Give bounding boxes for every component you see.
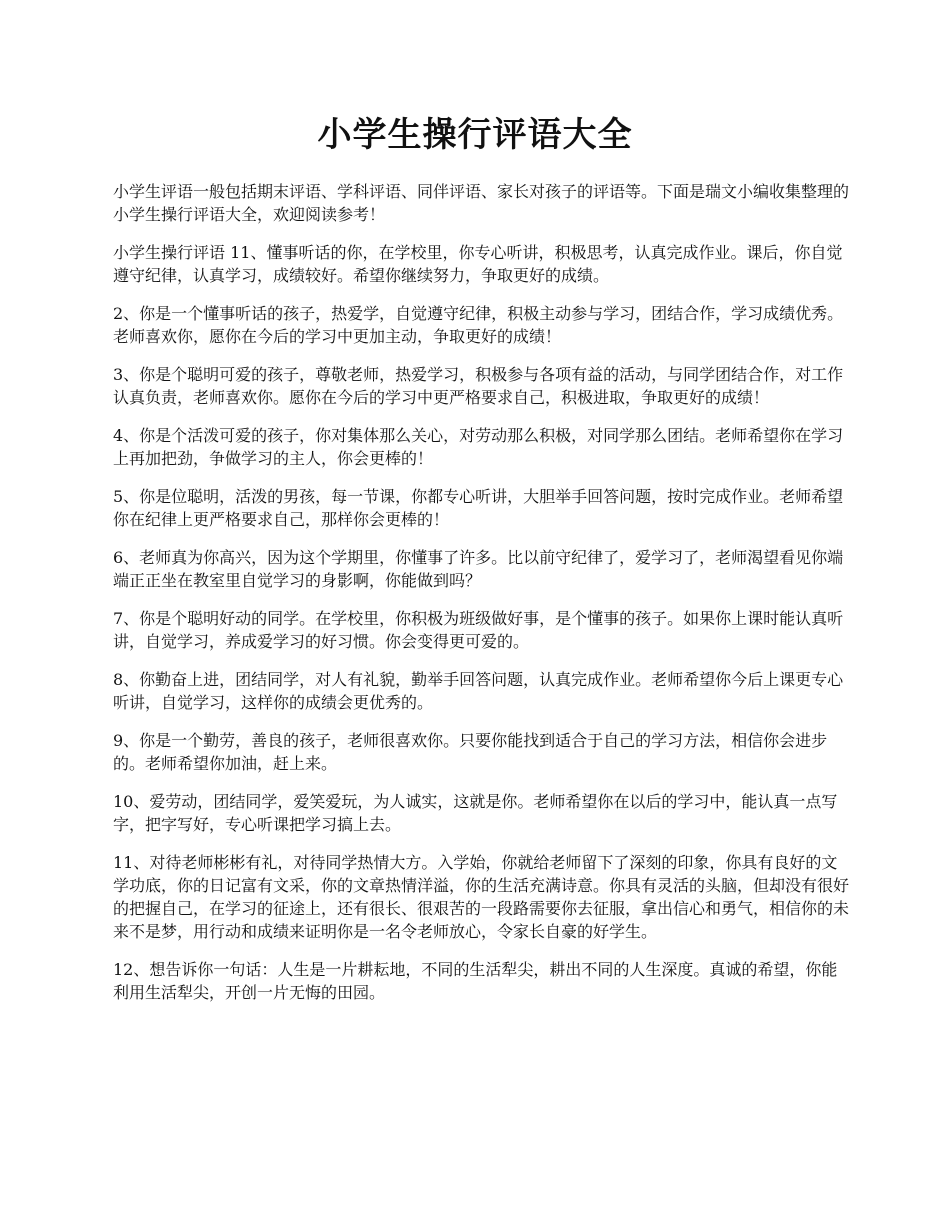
comment-paragraph-12: 12、想告诉你一句话：人生是一片耕耘地，不同的生活犁尖，耕出不同的人生深度。真诚的希望，你能利用生活犁尖，开创一片无悔的田园。 [113,960,838,1002]
document-body [113,180,853,1019]
comment-paragraph-10: 10、爱劳动，团结同学，爱笑爱玩，为人诚实，这就是你。老师希望你在以后的学习中，能认真一点写字，把字写好，专心听课把学习搞上去。 [113,792,838,834]
comment-paragraph-11: 11、对待老师彬彬有礼，对待同学热情大方。入学始，你就给老师留下了深刻的印象，你具有良好的文学功底，你的日记富有文采，你的文章热情洋溢，你的生活充满诗意。你具有灵活的头脑，但却没有很好的把握自己，在学习的征途上，还有很长、很艰苦的一段路需要你去征服，拿出信心和勇气，相信你的未来不是梦，用行动和成绩来证明你是一名令老师放心，令家长自豪的好学生。 [113,853,850,941]
comment-paragraph-1: 小学生操行评语 11、懂事听话的你，在学校里，你专心听讲，积极思考，认真完成作业。课后，你自觉遵守纪律，认真学习，成绩较好。希望你继续努力，争取更好的成绩。 [113,243,843,285]
comment-paragraph-7: 7、你是个聪明好动的同学。在学校里，你积极为班级做好事，是个懂事的孩子。如果你上课时能认真听讲，自觉学习，养成爱学习的好习惯。你会变得更可爱的。 [113,609,844,651]
comment-paragraph-6: 6、老师真为你高兴，因为这个学期里，你懂事了许多。比以前守纪律了，爱学习了，老师渴望看见你端端正正坐在教室里自觉学习的身影啊，你能做到吗？ [113,548,844,590]
comment-paragraph-4: 4、你是个活泼可爱的孩子，你对集体那么关心，对劳动那么积极，对同学那么团结。老师希望你在学习上再加把劲，争做学习的主人，你会更棒的！ [113,426,844,468]
comment-paragraph-5: 5、你是位聪明，活泼的男孩，每一节课，你都专心听讲，大胆举手回答问题，按时完成作业。老师希望你在纪律上更严格要求自己，那样你会更棒的！ [113,487,844,529]
comment-paragraph-8: 8、你勤奋上进，团结同学，对人有礼貌，勤举手回答问题，认真完成作业。老师希望你今后上课更专心听讲，自觉学习，这样你的成绩会更优秀的。 [113,670,844,712]
comment-paragraph-3: 3、你是个聪明可爱的孩子，尊敬老师，热爱学习，积极参与各项有益的活动，与同学团结合作，对工作认真负责，老师喜欢你。愿你在今后的学习中更严格要求自己，积极进取，争取更好的成绩！ [113,365,844,407]
comment-paragraph-9: 9、你是一个勤劳，善良的孩子，老师很喜欢你。只要你能找到适合于自己的学习方法，相信你会进步的。老师希望你加油，赶上来。 [113,731,828,773]
intro-paragraph: 小学生评语一般包括期末评语、学科评语、同伴评语、家长对孩子的评语等。下面是瑞文小编收集整理的小学生操行评语大全，欢迎阅读参考！ [113,182,850,224]
comment-paragraph-2: 2、你是一个懂事听话的孩子，热爱学，自觉遵守纪律，积极主动参与学习，团结合作，学习成绩优秀。老师喜欢你，愿你在今后的学习中更加主动，争取更好的成绩！ [113,304,844,346]
document-title: 小学生操行评语大全 [317,115,633,155]
